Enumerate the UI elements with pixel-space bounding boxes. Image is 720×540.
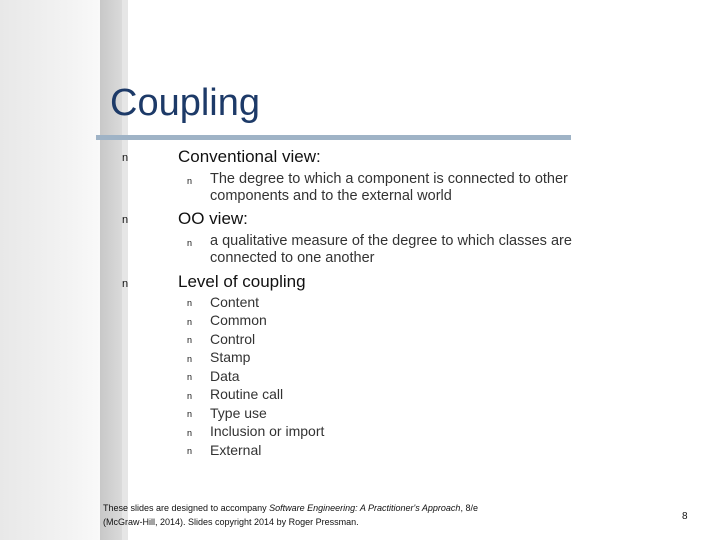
coupling-level-item: Stamp xyxy=(210,349,251,365)
left-decor-stripe xyxy=(0,0,100,540)
coupling-level-item: External xyxy=(210,442,262,458)
sub-bullet-square-icon: n xyxy=(187,391,193,401)
bullet-square-icon: n xyxy=(122,278,129,290)
sub-bullet-square-icon: n xyxy=(187,317,193,327)
coupling-level-item: Common xyxy=(210,312,267,328)
left-decor-band xyxy=(100,0,122,540)
footer-text-part2: , 8/e xyxy=(460,503,478,513)
sub-bullet-square-icon: n xyxy=(187,372,193,382)
coupling-level-item: Type use xyxy=(210,405,267,421)
footer-text-part1: These slides are designed to accompany xyxy=(103,503,270,513)
page-number: 8 xyxy=(682,511,688,522)
conventional-view-definition: The degree to which a component is connected to other components and to the external world xyxy=(210,171,568,204)
bullet-oo-view: OO view: xyxy=(178,209,248,228)
sub-bullet-square-icon: n xyxy=(187,176,193,186)
sub-bullet-square-icon: n xyxy=(187,354,193,364)
footer-copyright xyxy=(103,501,623,529)
sub-bullet-square-icon: n xyxy=(187,409,193,419)
coupling-level-item: Content xyxy=(210,294,260,310)
coupling-level-item: Routine call xyxy=(210,386,284,402)
sub-bullet-square-icon: n xyxy=(187,238,193,248)
footer-book-title: Software Engineering: A Practitioner's Approach xyxy=(269,503,461,513)
title-underline xyxy=(96,135,571,140)
sub-bullet-square-icon: n xyxy=(187,298,193,308)
bullet-square-icon: n xyxy=(122,214,129,226)
sub-bullet-square-icon: n xyxy=(187,335,193,345)
sub-bullet-square-icon: n xyxy=(187,446,193,456)
coupling-level-item: Data xyxy=(210,368,240,384)
slide-title: Coupling xyxy=(110,82,260,124)
bullet-level-of-coupling: Level of coupling xyxy=(178,272,306,291)
bullet-square-icon: n xyxy=(122,152,129,164)
sub-bullet-square-icon: n xyxy=(187,428,193,438)
oo-view-definition: a qualitative measure of the degree to which classes are connected to one another xyxy=(210,233,572,266)
left-decor-edge xyxy=(122,0,128,540)
coupling-level-item: Inclusion or import xyxy=(210,423,325,439)
coupling-level-item: Control xyxy=(210,331,256,347)
bullet-conventional-view: Conventional view: xyxy=(178,147,321,166)
footer-text-line2: (McGraw-Hill, 2014). Slides copyright 2014 by Roger Pressman. xyxy=(103,517,359,527)
